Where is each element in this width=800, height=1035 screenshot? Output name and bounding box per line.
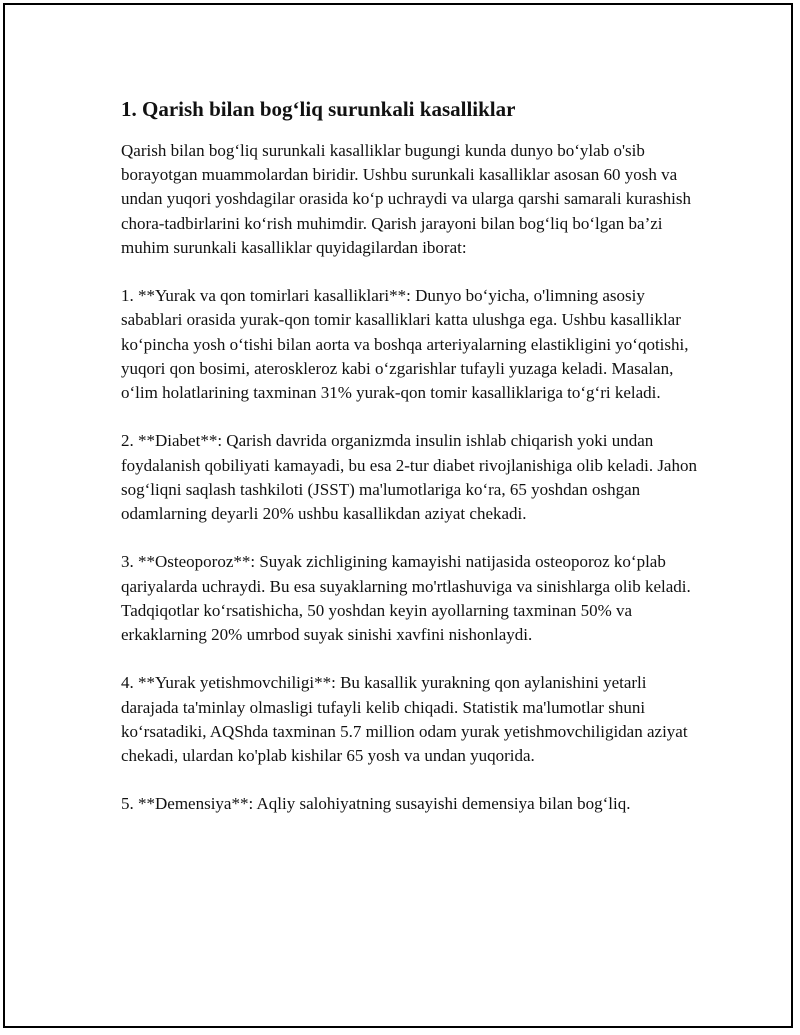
list-item-diabetes: 2. **Diabet**: Qarish davrida organizmda insulin ishlab chiqarish yoki undan foydalanish qobiliyati kamayadi, bu esa 2-tur diabet rivojlanishiga olib keladi. Jahon sog‘liqni saqlash tashkiloti (JSST) ma'lumotlariga ko‘ra, 65 yoshdan oshgan odamlarning deyarli 20% ushbu kasallikdan aziyat chekadi. [121,431,697,524]
section-heading: 1. Qarish bilan bog‘liq surunkali kasalliklar [121,97,516,121]
intro-paragraph: Qarish bilan bog‘liq surunkali kasalliklar bugungi kunda dunyo bo‘ylab o'sib borayotgan muammolardan biridir. Ushbu surunkali kasalliklar asosan 60 yosh va undan yuqori yoshdagilar orasida ko‘p uchraydi va ularga qarshi samarali kurashish chora-tadbirlarini ko‘rish muhimdir. Qarish jarayoni bilan bog‘liq bo‘lgan ba’zi muhim surunkali kasalliklar quyidagilardan iborat: [121,141,691,257]
list-item-dementia: 5. **Demensiya**: Aqliy salohiyatning susayishi demensiya bilan bog‘liq. [121,794,631,814]
list-item-osteoporosis: 3. **Osteoporoz**: Suyak zichligining kamayishi natijasida osteoporoz ko‘plab qariyalarda uchraydi. Bu esa suyaklarning mo'rtlashuviga va sinishlarga olib keladi. Tadqiqotlar ko‘rsatishicha, 50 yoshdan keyin ayollarning taxminan 50% va erkaklarning 20% umrbod suyak sinishi xavfini nishonlaydi. [121,552,691,645]
list-item-heart-failure: 4. **Yurak yetishmovchiligi**: Bu kasallik yurakning qon aylanishini yetarli darajada ta'minlay olmasligi tufayli kelib chiqadi. Statistik ma'lumotlar shuni ko‘rsatadiki, AQShda taxminan 5.7 million odam yurak yetishmovchiligidan aziyat chekadi, ulardan ko'plab kishilar 65 yosh va undan yuqorida. [121,673,688,766]
list-item-cardiovascular: 1. **Yurak va qon tomirlari kasalliklari**: Dunyo bo‘yicha, o'limning asosiy sabablari orasida yurak-qon tomir kasalliklari katta ulushga ega. Ushbu kasalliklar ko‘pincha yosh o‘tishi bilan aorta va boshqa arteriyalarning elastikligini yo‘qotishi, yuqori qon bosimi, ateroskleroz kabi o‘zgarishlar tufayli yuzaga keladi. Masalan, o‘lim holatlarining taxminan 31% yurak-qon tomir kasalliklariga to‘g‘ri keladi. [121,286,689,403]
document-page [3,3,793,1028]
document-body [121,96,701,841]
